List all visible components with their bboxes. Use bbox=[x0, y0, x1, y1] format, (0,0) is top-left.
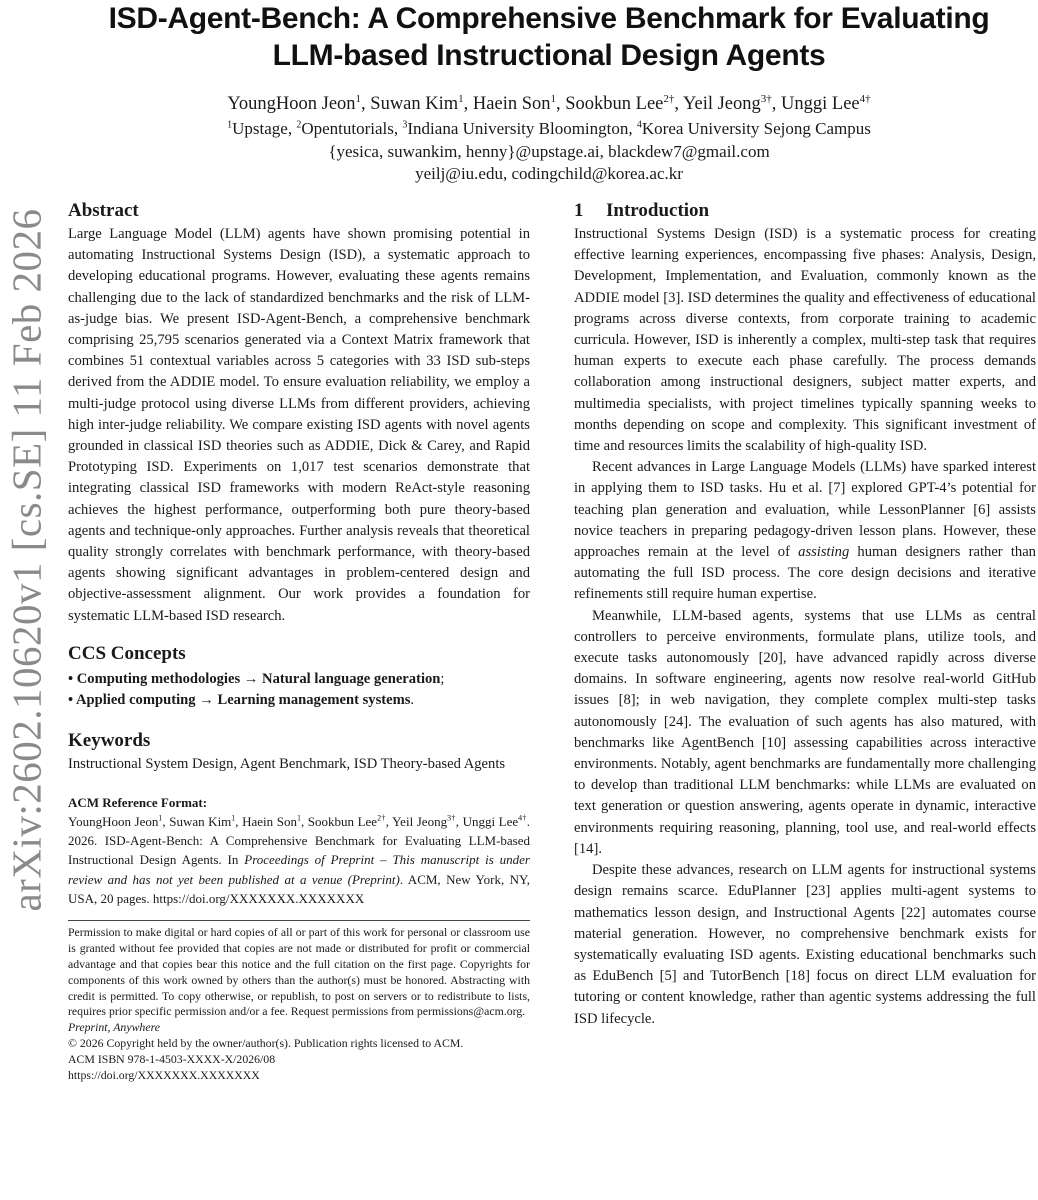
ccs-concepts-section bbox=[68, 641, 530, 712]
acm-reference-heading: ACM Reference Format: bbox=[68, 794, 208, 810]
author: Suwan Kim$^1$, bbox=[370, 92, 473, 114]
author: YoungHoon Jeon$^1$, bbox=[227, 92, 371, 114]
isbn-text: ACM ISBN 978-1-4503-XXXX-X/2026/08 bbox=[68, 1051, 276, 1066]
title-line-1: ISD-Agent-Bench: A Comprehensive Benchmark for Evaluating bbox=[108, 2, 990, 35]
ccs-heading: CCS Concepts bbox=[68, 642, 186, 664]
arxiv-identifier-stamp bbox=[2, 190, 52, 930]
ccs-item: • Computing methodologies → Natural language generation; bbox=[68, 670, 445, 687]
acm-reference-section bbox=[68, 793, 530, 908]
arxiv-id-text: arXiv:2602.10620v1 [cs.SE] 11 Feb 2026 bbox=[4, 208, 50, 912]
intro-paragraph-2: Recent advances in Large Language Models (LLMs) have sparked interest in applying them to ISD tasks. Hu et al. [7] explored GPT-4’s potential for teaching plan generation and evaluation, while LessonPlanner [6] assists novice teachers in preparing pedagogy-driven lesson plans. However, these approaches remain at the level of assisting human designers rather than automating the full ISD process. The core design decisions and iterative refinements still require human expertise. bbox=[574, 459, 1036, 603]
intro-paragraph-3: Meanwhile, LLM-based agents, systems that use LLMs as central controllers to perceive environments, formulate plans, utilize tools, and execute tasks autonomously [20], have advanced rapidly across diverse domains. In software engineering, agents now resolve real-world GitHub issues [8]; in web navigation, they complete complex multi-step tasks autonomously [24]. The evaluation of such agents has also matured, with benchmarks like AgentBench [10] assessing capabilities across interactive environments. Notably, agent benchmarks are fundamentally more challenging to develop than traditional LLM benchmarks: while LLMs are evaluated on text generation or question answering, agents operate in dynamic, interactive environments requiring reasoning, planning, tool use, and real-world effects [14]. bbox=[574, 607, 1036, 857]
intro-paragraph-4: Despite these advances, research on LLM agents for instructional systems design remains scarce. EduPlanner [23] applies multi-agent systems to mathematics lesson design, and Instructional Agents [22] automates course material generation. However, no comprehensive benchmark exists for systematically evaluating ISD agents. Existing educational benchmarks such as EduBench [5] and TutorBench [18] focus on direct LLM evaluation for tutoring or content knowledge, rather than agentic systems addressing the full ISD lifecycle. bbox=[574, 862, 1036, 1027]
paper-title bbox=[60, 0, 1038, 74]
author: Yeil Jeong$^{3\dagger}$, bbox=[682, 92, 782, 114]
title-line-2: LLM-based Instructional Design Agents bbox=[272, 39, 826, 72]
copyright-text: © 2026 Copyright held by the owner/author(s). Publication rights licensed to ACM. bbox=[68, 1035, 464, 1050]
introduction-section bbox=[574, 198, 1036, 1030]
intro-paragraph-1: Instructional Systems Design (ISD) is a systematic process for creating effective learning experiences, encompassing five phases: Analysis, Design, Development, Implementation, and Evaluation, commonly known as the ADDIE model [3]. ISD determines the quality and effectiveness of educational programs across diverse contexts, from corporate training to academic curricula. However, ISD is inherently a complex, multi-step task that requires human experts to execute each phase carefully. The process demands collaboration among instructional designers, subject matter experts, and multimedia specialists, with project timelines typically spanning weeks to months depending on scope and complexity. This significant investment of time and resources limits the scalability of high-quality ISD. bbox=[574, 226, 1036, 455]
left-column bbox=[68, 198, 530, 1083]
email-line-2: yeilj@iu.edu, codingchild@korea.ac.kr bbox=[415, 164, 683, 183]
keywords-text: Instructional System Design, Agent Benchmark, ISD Theory-based Agents bbox=[68, 755, 506, 772]
author: Unggi Lee$^{4\dagger}$ bbox=[781, 92, 871, 114]
ccs-item: • Applied computing → Learning management systems. bbox=[68, 692, 415, 709]
right-column bbox=[574, 198, 1036, 1030]
keywords-heading: Keywords bbox=[68, 729, 151, 751]
author: Sookbun Lee$^{2\dagger}$, bbox=[565, 92, 683, 114]
affiliations-block bbox=[60, 118, 1038, 186]
introduction-heading: 1 Introduction bbox=[574, 200, 710, 221]
affiliation-list: $^1$Upstage, $^2$Opentutorials, $^3$Indiana University Bloomington, $^4$Korea University Sejong Campus bbox=[227, 119, 871, 138]
acm-reference-text: YoungHoon Jeon$^1$, Suwan Kim$^1$, Haein Son$^1$, Sookbun Lee$^{2\dagger}$, Yeil Jeong$^{3\dagger}$, Unggi Lee$^{4\dagger}$. 2026. ISD-Agent-Bench: A Comprehensive Benchmark for Evaluating LLM-based Instructional Design Agents. In Proceedings of Preprint – This manuscript is under review and has not yet been published at a venue (Preprint). ACM, New York, NY, USA, 20 pages. https://doi.org/XXXXXXX.XXXXXXX bbox=[68, 813, 531, 907]
permission-text: Permission to make digital or hard copies of all or part of this work for personal or classroom use is granted without fee provided that copies are not made or distributed for profit or commercial advantage and that copies bear this notice and the full citation on the first page. Copyrights for components of this work owned by others than the author(s) must be honored. Abstracting with credit is permitted. To copy otherwise, or republish, to post on servers or to redistribute to lists, requires prior specific permission and/or a fee. Request permissions from permissions@acm.org. bbox=[68, 925, 530, 1019]
doi-link[interactable]: https://doi.org/XXXXXXX.XXXXXXX bbox=[68, 1067, 260, 1082]
permission-footer bbox=[68, 925, 530, 1083]
footnote-divider bbox=[68, 920, 530, 921]
keywords-section bbox=[68, 728, 530, 775]
email-line-1: {yesica, suwankim, henny}@upstage.ai, blackdew7@gmail.com bbox=[328, 141, 770, 161]
venue-text: Preprint, Anywhere bbox=[68, 1020, 160, 1035]
abstract-section bbox=[68, 198, 530, 627]
abstract-text: Large Language Model (LLM) agents have shown promising potential in automating Instructional Systems Design (ISD), a systematic approach to developing educational programs. However, evaluating these agents remains challenging due to the lack of standardized benchmarks and the risk of LLM-as-judge bias. We present ISD-Agent-Bench, a comprehensive benchmark comprising 25,795 scenarios generated via a Context Matrix framework that combines 51 contextual variables across 5 categories with 33 ISD sub-steps derived from the ADDIE model. To ensure evaluation reliability, we employ a multi-judge protocol using diverse LLMs from different providers, achieving high inter-judge reliability. We compare existing ISD agents with novel agents grounded in classical ISD theories such as ADDIE, Dick & Carey, and Rapid Prototyping ISD. Experiments on 1,017 test scenarios demonstrate that integrating classical ISD frameworks with modern ReAct-style reasoning achieves the highest performance, outperforming both pure theory-based agents and technique-only approaches. Further analysis reveals that theoretical quality strongly correlates with benchmark performance, with theory-based agents showing significant advantages in problem-centered design and objective-assessment alignment. Our work provides a foundation for systematic LLM-based ISD research. bbox=[68, 226, 530, 624]
abstract-heading: Abstract bbox=[68, 200, 139, 221]
author: Haein Son$^1$, bbox=[472, 92, 566, 114]
author-list bbox=[60, 93, 1038, 115]
